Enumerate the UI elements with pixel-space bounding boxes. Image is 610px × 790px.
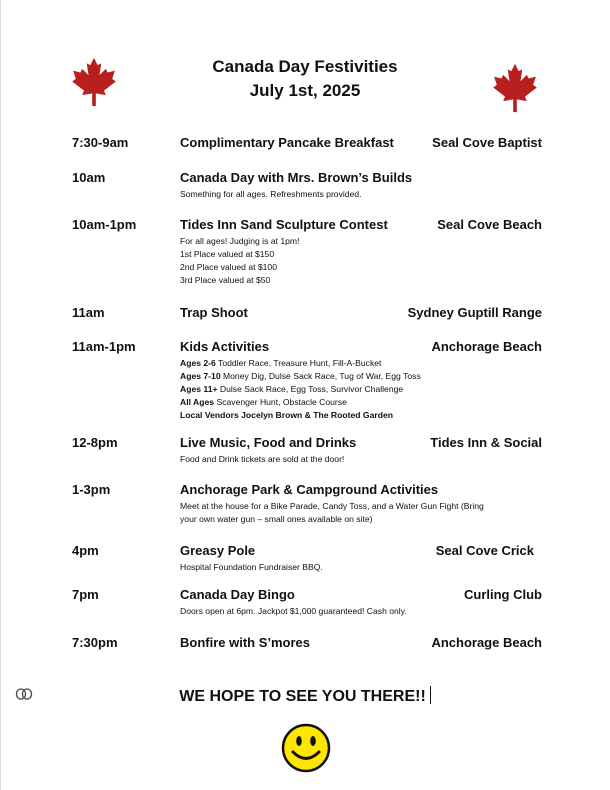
description-line: Hospital Foundation Fundraiser BBQ. (180, 562, 323, 572)
event-description (180, 357, 542, 422)
page-date: July 1st, 2025 (249, 81, 361, 100)
event-name: Anchorage Park & Campground Activities (180, 482, 439, 497)
description-line: Doors open at 6pm. Jackpot $1,000 guaranteed! Cash only. (180, 606, 407, 616)
description-line: Something for all ages. Refreshments provided. (180, 189, 362, 199)
closing-message (0, 686, 610, 706)
description-line: Food and Drink tickets are sold at the door! (180, 454, 345, 464)
event-location: Curling Club (464, 587, 542, 602)
event-time: 4pm (72, 543, 99, 558)
description-line: 3rd Place valued at $50 (180, 275, 271, 285)
event-location: Sydney Guptill Range (407, 305, 542, 320)
description-line: Ages 2-6 Toddler Race, Treasure Hunt, Fill-A-Bucket (180, 358, 382, 368)
page-header (0, 55, 610, 103)
event-name: Tides Inn Sand Sculpture Contest (180, 217, 388, 232)
event-description (180, 605, 542, 618)
event-name: Greasy Pole (180, 543, 256, 558)
event-name: Complimentary Pancake Breakfast (180, 135, 394, 150)
description-line: 1st Place valued at $150 (180, 249, 275, 259)
description-line: Meet at the house for a Bike Parade, Candy Toss, and a Water Gun Fight (Bring (180, 501, 484, 511)
description-line: your own water gun – small ones available on site) (180, 514, 373, 524)
event-location: Anchorage Beach (431, 339, 542, 354)
event-name: Canada Day Bingo (180, 587, 295, 602)
text-cursor (430, 686, 431, 704)
event-time: 11am-1pm (72, 339, 136, 354)
closing-text: WE HOPE TO SEE YOU THERE!! (179, 688, 426, 705)
event-location: Seal Cove Crick (435, 543, 534, 558)
event-description (180, 500, 542, 526)
event-description (180, 561, 542, 574)
description-line: Local Vendors Jocelyn Brown & The Rooted Garden (180, 410, 393, 420)
event-time: 11am (72, 305, 105, 320)
event-description (180, 453, 542, 466)
event-time: 7pm (72, 587, 99, 602)
event-location: Seal Cove Baptist (432, 135, 542, 150)
smiley-face-icon (281, 723, 331, 773)
event-name: Trap Shoot (180, 305, 248, 320)
event-time: 1-3pm (72, 482, 111, 497)
description-line: Ages 11+ Dulse Sack Race, Egg Toss, Survivor Challenge (180, 384, 404, 394)
page-edge (0, 0, 1, 790)
description-line: All Ages Scavenger Hunt, Obstacle Course (180, 397, 347, 407)
event-time: 7:30pm (72, 635, 118, 650)
event-location: Tides Inn & Social (430, 435, 542, 450)
event-location: Seal Cove Beach (437, 217, 542, 232)
event-time: 12-8pm (72, 435, 118, 450)
event-time: 10am-1pm (72, 217, 137, 232)
event-name: Canada Day with Mrs. Brown’s Builds (180, 170, 413, 185)
description-line: 2nd Place valued at $100 (180, 262, 277, 272)
description-line: For all ages! Judging is at 1pm! (180, 236, 300, 246)
event-name: Live Music, Food and Drinks (180, 435, 357, 450)
event-time: 10am (72, 170, 106, 185)
event-description (180, 188, 542, 201)
event-description (180, 235, 542, 287)
event-location: Anchorage Beach (431, 635, 542, 650)
event-time: 7:30-9am (72, 135, 129, 150)
description-line: Ages 7-10 Money Dig, Dulse Sack Race, Tug of War, Egg Toss (180, 371, 421, 381)
page-title: Canada Day Festivities (212, 57, 398, 76)
event-name: Bonfire with S’mores (180, 635, 311, 650)
event-name: Kids Activities (180, 339, 270, 354)
